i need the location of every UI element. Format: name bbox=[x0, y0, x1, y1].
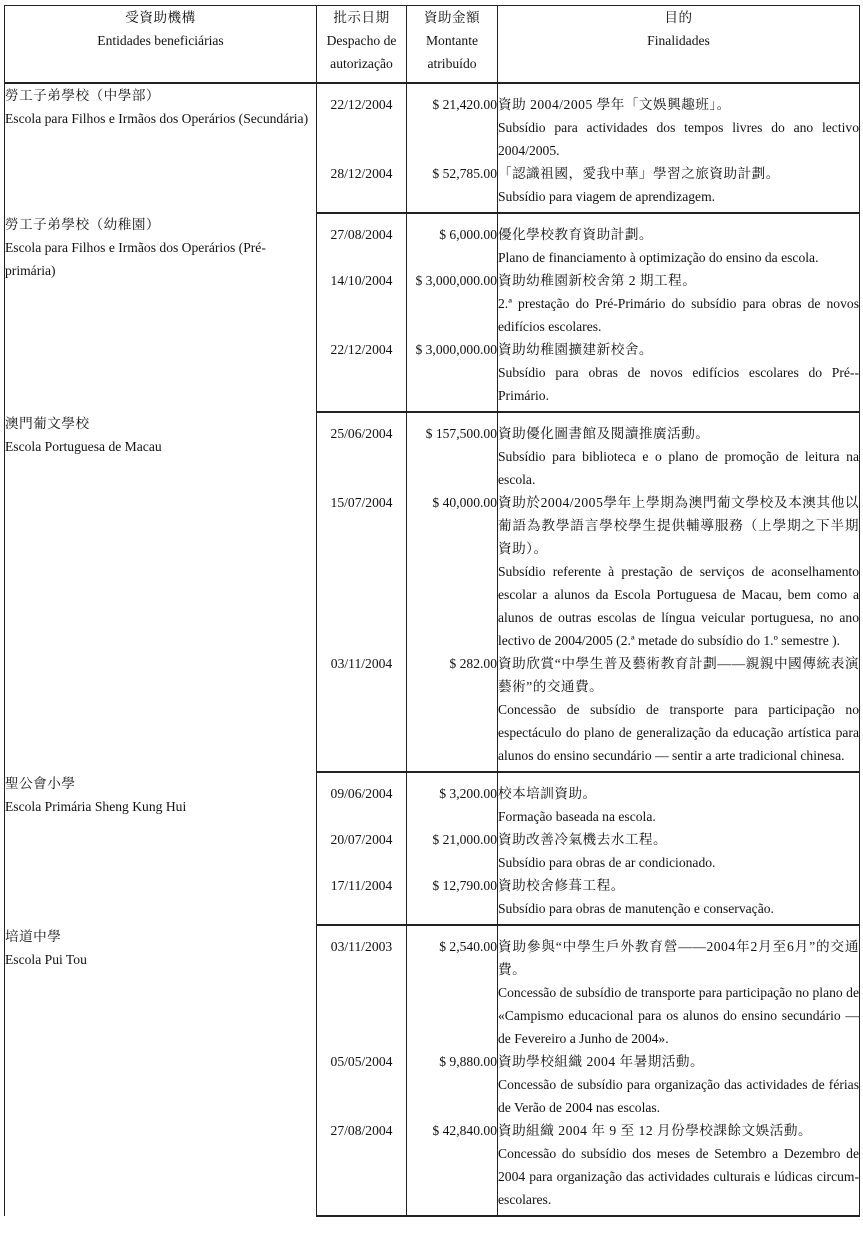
purpose-zh: 資助欣賞“中學生普及藝術教育計劃——親親中國傳統表演藝術”的交通費。 bbox=[498, 656, 859, 694]
grant-date: 20/07/2004 bbox=[317, 828, 407, 874]
header-amount-zh: 資助金額 bbox=[423, 10, 481, 25]
entity-cell bbox=[5, 213, 317, 412]
purpose-pt: 2.ª prestação do Pré-Primário do subsídio para obras de novos edifícios escolares. bbox=[498, 296, 859, 334]
grant-amount: $ 6,000.00 bbox=[407, 213, 498, 269]
purpose-pt: Subsídio para actividades dos tempos livres do ano lectivo 2004/2005. bbox=[498, 120, 859, 158]
purpose-pt: Concessão de subsídio de transporte para participação no plano de «Campismo educacional para os alunos do ensino secundário — de Fevereiro a Junho de 2004». bbox=[498, 985, 859, 1046]
purpose-zh: 資助校舍修葺工程。 bbox=[498, 878, 625, 893]
entity-group bbox=[5, 772, 860, 925]
purpose-zh: 資助幼稚園新校舍第 2 期工程。 bbox=[498, 273, 697, 288]
purpose-pt: Subsídio para obras de manutenção e conservação. bbox=[498, 901, 774, 916]
header-amount-pt1: Montante bbox=[425, 33, 479, 48]
entity-cell bbox=[5, 772, 317, 925]
grant-amount: $ 157,500.00 bbox=[407, 412, 498, 491]
purpose-zh: 資助幼稚園擴建新校舍。 bbox=[498, 342, 654, 357]
grant-amount: $ 21,000.00 bbox=[407, 828, 498, 874]
grant-amount: $ 282.00 bbox=[407, 652, 498, 772]
entity-group bbox=[5, 213, 860, 412]
purpose-pt: Concessão de subsídio para organização das actividades de férias de Verão de 2004 nas escolas. bbox=[498, 1077, 859, 1115]
grant-purpose bbox=[498, 491, 860, 652]
entity-name-zh: 培道中學 bbox=[5, 929, 62, 944]
entity-group bbox=[5, 925, 860, 1216]
purpose-zh: 資助參與“中學生戶外教育營——2004年2月至6月”的交通費。 bbox=[498, 939, 859, 977]
grant-amount: $ 3,200.00 bbox=[407, 772, 498, 828]
header-amount bbox=[407, 6, 498, 84]
grant-amount: $ 42,840.00 bbox=[407, 1119, 498, 1216]
grant-amount: $ 2,540.00 bbox=[407, 925, 498, 1050]
grant-purpose bbox=[498, 213, 860, 269]
entity-group bbox=[5, 412, 860, 772]
purpose-zh: 資助組織 2004 年 9 至 12 月份學校課餘文娛活動。 bbox=[498, 1123, 813, 1138]
purpose-zh: 資助 2004/2005 學年「文娛興趣班」。 bbox=[498, 97, 731, 112]
entity-group bbox=[5, 83, 860, 213]
entity-name-zh: 澳門葡文學校 bbox=[5, 416, 90, 431]
header-date-pt1: Despacho de bbox=[326, 33, 397, 48]
grant-date: 05/05/2004 bbox=[317, 1050, 407, 1119]
grant-amount: $ 52,785.00 bbox=[407, 162, 498, 213]
header-entities-pt: Entidades beneficiárias bbox=[97, 33, 224, 48]
entity-name-zh: 勞工子弟學校（幼稚園） bbox=[5, 217, 161, 232]
grant-purpose bbox=[498, 874, 860, 925]
entity-cell bbox=[5, 412, 317, 772]
grant-date: 27/08/2004 bbox=[317, 1119, 407, 1216]
header-date bbox=[317, 6, 407, 84]
purpose-zh: 優化學校教育資助計劃。 bbox=[498, 227, 654, 242]
grant-purpose bbox=[498, 772, 860, 828]
grant-date: 09/06/2004 bbox=[317, 772, 407, 828]
grant-purpose bbox=[498, 828, 860, 874]
entity-cell bbox=[5, 925, 317, 1216]
purpose-zh: 資助改善冷氣機去水工程。 bbox=[498, 832, 668, 847]
purpose-pt: Subsídio para obras de novos edifícios escolares do Pré--Primário. bbox=[498, 365, 859, 403]
header-entities bbox=[5, 6, 317, 84]
grant-purpose bbox=[498, 269, 860, 338]
grant-purpose bbox=[498, 83, 860, 162]
header-purpose-zh: 目的 bbox=[664, 10, 693, 25]
grant-date: 25/06/2004 bbox=[317, 412, 407, 491]
header-entities-zh: 受資助機構 bbox=[125, 10, 196, 25]
grant-amount: $ 9,880.00 bbox=[407, 1050, 498, 1119]
subsidy-table bbox=[4, 5, 860, 1217]
grant-date: 27/08/2004 bbox=[317, 213, 407, 269]
grant-amount: $ 40,000.00 bbox=[407, 491, 498, 652]
entity-name-zh: 勞工子弟學校（中學部） bbox=[5, 88, 161, 103]
grant-date: 22/12/2004 bbox=[317, 83, 407, 162]
entity-name-pt: Escola para Filhos e Irmãos dos Operários (Pré-primária) bbox=[5, 240, 266, 278]
grant-purpose bbox=[498, 162, 860, 213]
grant-amount: $ 3,000,000.00 bbox=[407, 338, 498, 412]
grant-amount: $ 12,790.00 bbox=[407, 874, 498, 925]
entity-name-pt: Escola Pui Tou bbox=[5, 952, 87, 967]
purpose-zh: 「認識祖國，愛我中華」學習之旅資助計劃。 bbox=[498, 166, 780, 181]
purpose-pt: Formação baseada na escola. bbox=[498, 809, 656, 824]
grant-date: 17/11/2004 bbox=[317, 874, 407, 925]
entity-name-pt: Escola Portuguesa de Macau bbox=[5, 439, 162, 454]
grant-date: 28/12/2004 bbox=[317, 162, 407, 213]
purpose-pt: Subsídio para biblioteca e o plano de promoção de leitura na escola. bbox=[498, 449, 859, 487]
header-purpose-pt: Finalidades bbox=[647, 33, 710, 48]
grant-date: 15/07/2004 bbox=[317, 491, 407, 652]
purpose-pt: Subsídio para viagem de aprendizagem. bbox=[498, 189, 716, 204]
entity-cell bbox=[5, 83, 317, 213]
grant-date: 03/11/2003 bbox=[317, 925, 407, 1050]
purpose-pt: Subsídio para obras de ar condicionado. bbox=[498, 855, 716, 870]
grant-date: 14/10/2004 bbox=[317, 269, 407, 338]
purpose-zh: 資助優化圖書館及閱讀推廣活動。 bbox=[498, 426, 710, 441]
grant-purpose bbox=[498, 1050, 860, 1119]
grant-date: 22/12/2004 bbox=[317, 338, 407, 412]
header-date-zh: 批示日期 bbox=[333, 10, 390, 25]
purpose-pt: Plano de financiamento à optimização do ensino da escola. bbox=[498, 250, 819, 265]
header-amount-pt2: atribuído bbox=[427, 56, 477, 71]
purpose-pt: Subsídio referente à prestação de serviços de aconselhamento escolar a alunos da Escola Portuguesa de Macau, bem como a alunos de outras escolas de língua veicular portuguesa, no ano lectivo de 2004/2005 (2.ª metade do subsídio do 1.º semestre ). bbox=[498, 564, 859, 648]
purpose-zh: 資助於2004/2005學年上學期為澳門葡文學校及本澳其他以葡語為教學語言學校學生提供輔導服務（上學期之下半期資助）。 bbox=[498, 495, 859, 556]
header-purpose bbox=[498, 6, 860, 84]
purpose-pt: Concessão do subsídio dos meses de Setembro a Dezembro de 2004 para organização das actividades culturais e lúdicas circum-escolares. bbox=[498, 1146, 859, 1207]
header-date-pt2: autorização bbox=[330, 56, 393, 71]
grant-date: 03/11/2004 bbox=[317, 652, 407, 772]
grant-amount: $ 21,420.00 bbox=[407, 83, 498, 162]
entity-name-pt: Escola para Filhos e Irmãos dos Operários (Secundária) bbox=[5, 111, 309, 126]
entity-name-zh: 聖公會小學 bbox=[5, 776, 76, 791]
purpose-zh: 資助學校組織 2004 年暑期活動。 bbox=[498, 1054, 705, 1069]
grant-purpose bbox=[498, 925, 860, 1050]
grant-purpose bbox=[498, 412, 860, 491]
grant-purpose bbox=[498, 652, 860, 772]
purpose-zh: 校本培訓資助。 bbox=[498, 786, 597, 801]
entity-name-pt: Escola Primária Sheng Kung Hui bbox=[5, 799, 187, 814]
grant-amount: $ 3,000,000.00 bbox=[407, 269, 498, 338]
purpose-pt: Concessão de subsídio de transporte para participação no espectáculo do plano de generalização da educação artística para alunos do ensino secundário — sentir a arte tradicional chinesa. bbox=[498, 702, 859, 763]
table-header bbox=[5, 6, 860, 84]
grant-purpose bbox=[498, 1119, 860, 1216]
grant-purpose bbox=[498, 338, 860, 412]
